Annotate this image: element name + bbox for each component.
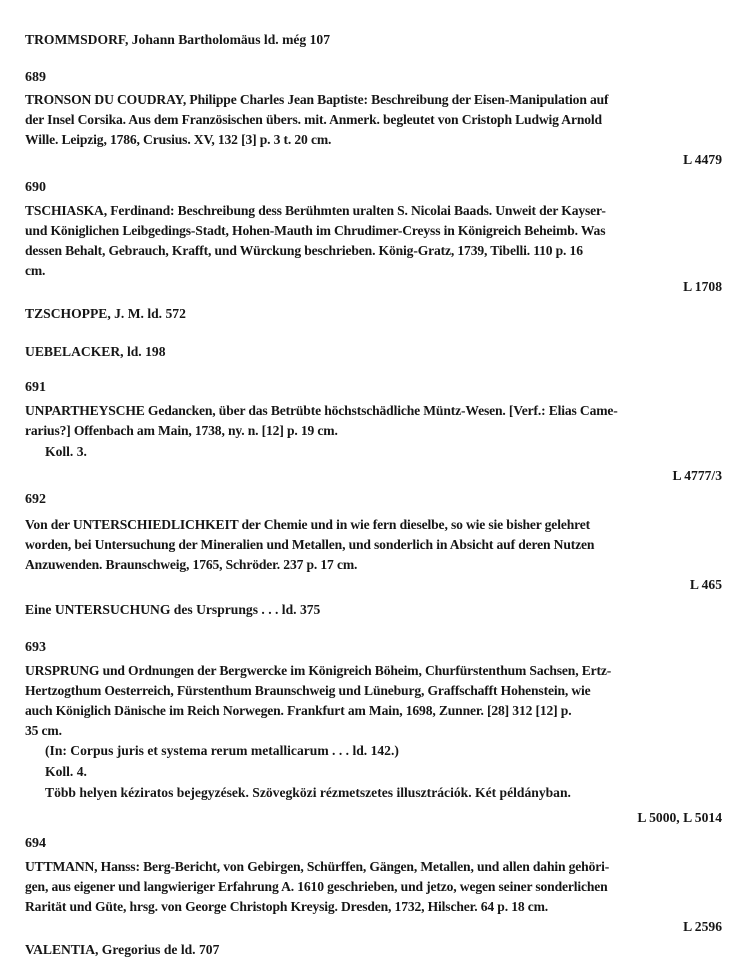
entry-690-line: und Königlichen Leibgedings-Stadt, Hohen-Mauth im Chrudimer-Creyss in Königreich Beheimb. Was: [25, 223, 606, 238]
entry-694-line: gen, aus eigener und langwieriger Erfahrung A. 1610 geschrieben, und jetzo, wegen seiner sonderlichen: [25, 879, 608, 894]
entry-number-694: 694: [25, 836, 46, 851]
entry-number-691: 691: [25, 380, 46, 395]
cross-reference-trommsdorf: TROMMSDORF, Johann Bartholomäus ld. még 107: [25, 32, 331, 47]
entry-690-line: cm.: [25, 263, 46, 278]
entry-692: [25, 515, 725, 575]
entry-692-line: Von der UNTERSCHIEDLICHKEIT der Chemie und in wie fern dieselbe, so wie sie bisher gelehret: [25, 517, 591, 532]
shelfmark-689: L 4479: [683, 152, 722, 167]
entry-693-note: Több helyen kéziratos bejegyzések. Szövegközi rézmetszetes illusztrációk. Két példányban.: [45, 785, 571, 800]
entry-693: [25, 661, 725, 741]
entry-691-line: rarius?] Offenbach am Main, 1738, ny. n. [12] p. 19 cm.: [25, 423, 338, 438]
entry-690-line: TSCHIASKA, Ferdinand: Beschreibung dess Berühmten uralten S. Nicolai Baads. Unweit der Kayser-: [25, 203, 606, 218]
entry-689: [25, 90, 725, 150]
entry-number-690: 690: [25, 180, 46, 195]
cross-reference-tzschoppe: TZSCHOPPE, J. M. ld. 572: [25, 306, 186, 321]
entry-689-line: der Insel Corsika. Aus dem Französischen übers. mit. Anmerk. begleutet von Cristoph Ludwig Arnold: [25, 112, 602, 127]
entry-690: [25, 201, 725, 281]
entry-number-689: 689: [25, 70, 46, 85]
entry-691-note: Koll. 3.: [45, 444, 87, 459]
cross-reference-uebelacker: UEBELACKER, ld. 198: [25, 344, 166, 359]
shelfmark-692: L 465: [689, 577, 722, 592]
entry-689-line: Wille. Leipzig, 1786, Crusius. XV, 132 [3] p. 3 t. 20 cm.: [25, 132, 332, 147]
entry-693-line: URSPRUNG und Ordnungen der Bergwercke im Königreich Böheim, Churfürstenthum Sachsen, Ertz-: [25, 663, 612, 678]
entry-694-line: Rarität und Güte, hrsg. von George Christoph Kreysig. Dresden, 1732, Hilscher. 64 p. 18 cm.: [25, 899, 549, 914]
shelfmark-693: L 5000, L 5014: [637, 810, 722, 825]
entry-693-line: 35 cm.: [25, 723, 62, 738]
entry-691-line: UNPARTHEYSCHE Gedancken, über das Betrübte höchstschädliche Müntz-Wesen. [Verf.: Elias Came-: [25, 403, 618, 418]
shelfmark-691: L 4777/3: [672, 468, 722, 483]
entry-694: [25, 857, 725, 917]
entry-693-line: Hertzogthum Oesterreich, Fürstenthum Braunschweig und Lüneburg, Graffschafft Hohenstein, wie: [25, 683, 591, 698]
entry-693-note: Koll. 4.: [45, 764, 87, 779]
entry-number-693: 693: [25, 640, 46, 655]
shelfmark-694: L 2596: [683, 919, 722, 934]
entry-693-line: auch Königlich Dänische im Reich Norwegen. Frankfurt am Main, 1698, Zunner. [28] 312 [12] p.: [25, 703, 572, 718]
entry-number-692: 692: [25, 492, 46, 507]
cross-reference-valentia: VALENTIA, Gregorius de ld. 707: [25, 942, 220, 957]
entry-692-line: Anzuwenden. Braunschweig, 1765, Schröder. 237 p. 17 cm.: [25, 557, 358, 572]
entry-694-line: UTTMANN, Hanss: Berg-Bericht, von Gebirgen, Schürffen, Gängen, Metallen, und allen dahin gehöri-: [25, 859, 610, 874]
entry-689-line: TRONSON DU COUDRAY, Philippe Charles Jean Baptiste: Beschreibung der Eisen-Manipulation auf: [25, 92, 609, 107]
shelfmark-690: L 1708: [683, 279, 722, 294]
cross-reference-untersuchung: Eine UNTERSUCHUNG des Ursprungs . . . ld. 375: [25, 602, 321, 617]
entry-690-line: dessen Behalt, Gebrauch, Krafft, und Würckung beschrieben. König-Gratz, 1739, Tibelli. 110 p. 16: [25, 243, 583, 258]
entry-691: [25, 401, 725, 441]
entry-693-note: (In: Corpus juris et systema rerum metallicarum . . . ld. 142.): [45, 743, 399, 758]
entry-692-line: worden, bei Untersuchung der Mineralien und Metallen, und sonderlich in Absicht auf deren Nutzen: [25, 537, 595, 552]
